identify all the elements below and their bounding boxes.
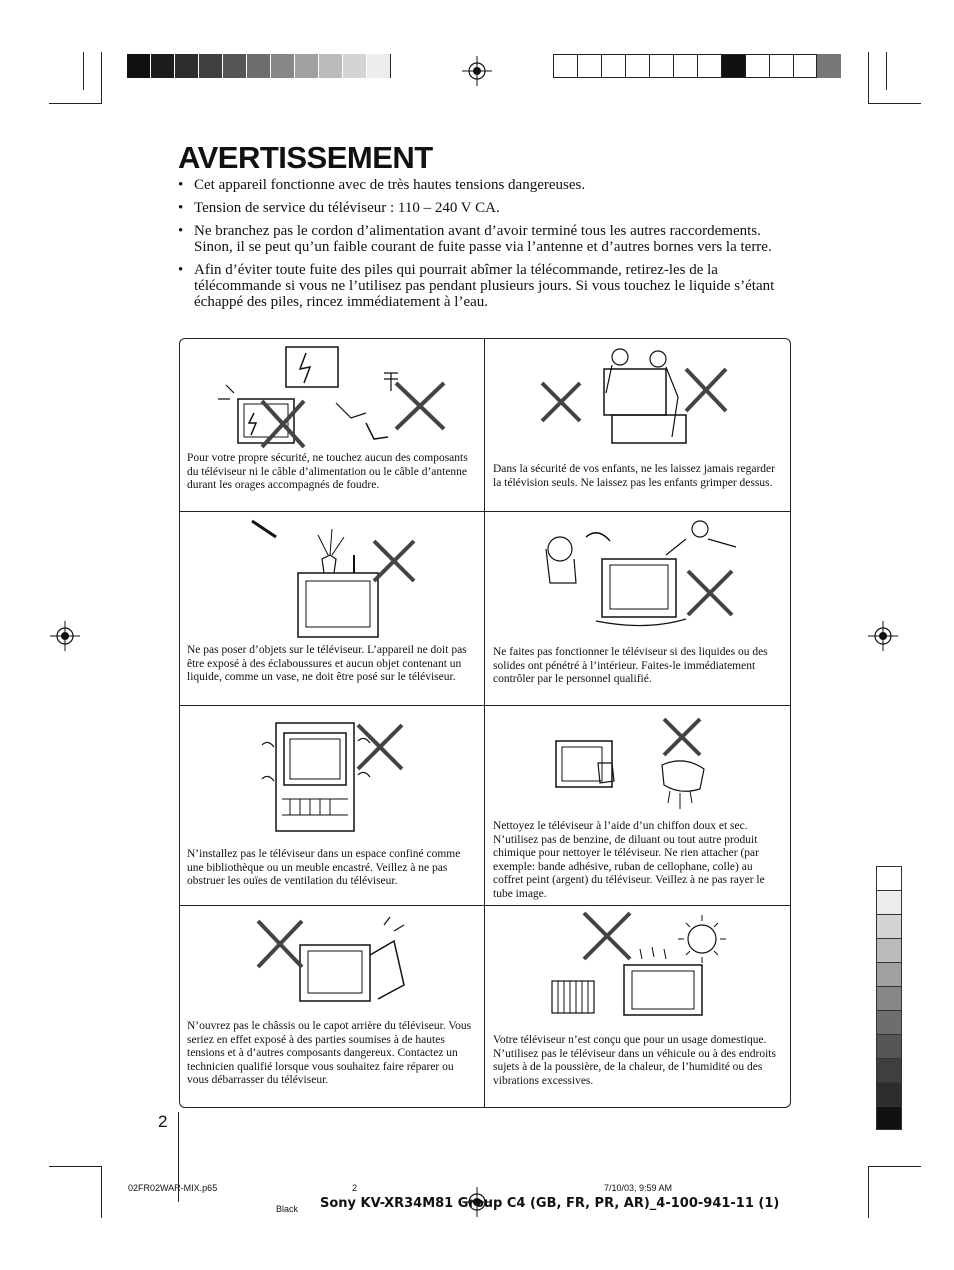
footer-date: 7/10/03, 9:59 AM [604, 1183, 673, 1193]
cell-caption: Pour votre propre sécurité, ne touchez aucun des composants du téléviseur ni le câble d’alimentation ou le câble d’antenne durant les orages accompagnés de foudre. [187, 452, 468, 491]
crop-mark [868, 52, 869, 104]
footer-file: 02FR02WAR-MIX.p65 [128, 1183, 218, 1193]
color-swatch [876, 1058, 902, 1082]
registration-mark-icon [462, 56, 492, 86]
safety-illustration-grid [179, 338, 791, 1108]
color-swatch [876, 914, 902, 938]
color-swatch [319, 54, 343, 78]
liquid-spill-tv-icon [536, 519, 746, 633]
list-item: • Cet appareil fonctionne avec de très hautes tensions dangereuses. [176, 177, 796, 193]
footer-page: 2 [352, 1183, 358, 1193]
grid-divider [180, 905, 790, 906]
crop-mark [886, 52, 887, 90]
crop-mark [101, 1166, 102, 1218]
color-swatch [151, 54, 175, 78]
color-swatch [876, 1106, 902, 1130]
list-item: • Ne branchez pas le cordon d’alimentation avant d’avoir terminé tous les autres raccordements. Sinon, il se peut qu’un faible courant de fuite passe via l’antenne et d’autres bornes vers la terre. [176, 223, 796, 255]
crop-mark [101, 52, 102, 104]
color-swatch [223, 54, 247, 78]
color-swatch [876, 962, 902, 986]
color-swatch [876, 1082, 902, 1106]
footer-model: Sony KV-XR34M81 Group C4 (GB, FR, PR, AR)_4-100-941-11 (1) [320, 1196, 780, 1211]
crop-mark [869, 1166, 921, 1167]
cell-caption: Ne faites pas fonctionner le téléviseur si des liquides ou des solides ont pénétré à l’intérieur. Faites-le immédiatement contrôler par le personnel qualifié. [493, 646, 768, 685]
color-swatch [673, 54, 697, 78]
crop-mark [869, 103, 921, 104]
color-swatch [577, 54, 601, 78]
footer-color: Black [276, 1204, 299, 1214]
crop-mark [49, 103, 101, 104]
color-swatch [745, 54, 769, 78]
list-item: • Tension de service du téléviseur : 110 – 240 V CA. [176, 200, 796, 216]
grid-divider [180, 511, 790, 512]
warning-list [176, 177, 796, 317]
color-swatch [247, 54, 271, 78]
crop-mark [868, 1166, 869, 1218]
color-bar-right [553, 54, 841, 78]
grid-divider [484, 339, 485, 1107]
color-swatch [876, 938, 902, 962]
tv-in-bookcase-icon [258, 719, 438, 833]
color-swatch [127, 54, 151, 78]
color-swatch [295, 54, 319, 78]
registration-mark-icon [868, 621, 898, 651]
cell-caption: Dans la sécurité de vos enfants, ne les laissez jamais regarder la télévision seuls. Ne laissez pas les enfants grimper dessus. [493, 463, 775, 489]
open-chassis-icon [254, 915, 454, 1019]
crop-mark [83, 52, 84, 90]
grid-divider [180, 705, 790, 706]
color-swatch [721, 54, 745, 78]
page-number: 2 [158, 1112, 168, 1131]
color-swatch [367, 54, 391, 78]
cleaning-tv-icon [550, 713, 730, 823]
color-swatch [271, 54, 295, 78]
registration-mark-icon [50, 621, 80, 651]
color-swatch [625, 54, 649, 78]
children-climbing-tv-icon [540, 347, 740, 451]
list-item: • Afin d’éviter toute fuite des piles qui pourrait abîmer la télécommande, retirez-les de la télécommande si vous ne l’utilisez pas pendant plusieurs jours. Si vous touchez le liquide s’étant échappé des piles, rincez immédiatement à l’eau. [176, 262, 796, 310]
crop-mark [49, 1166, 101, 1167]
cell-caption: Ne pas poser d’objets sur le téléviseur. L’appareil ne doit pas être exposé à des éclaboussures et aucun objet contenant un liquide, comme un vase, ne doit être posé sur le téléviseur. [187, 644, 467, 683]
color-swatch [175, 54, 199, 78]
color-bar-left [127, 54, 391, 78]
color-swatch [199, 54, 223, 78]
color-swatch [876, 890, 902, 914]
grayscale-strip [876, 866, 902, 1130]
color-swatch [343, 54, 367, 78]
color-swatch [876, 1010, 902, 1034]
color-swatch [601, 54, 625, 78]
color-swatch [876, 986, 902, 1010]
cell-caption: N’ouvrez pas le châssis ou le capot arrière du téléviseur. Vous seriez en effet exposé à des parties soumises à de hautes tensions et à d’autres composants dangereux. Contactez un technicien qualifié lorsque vous souhaitez faire réparer ou vous débarrasser du téléviseur. [187, 1020, 472, 1086]
color-swatch [793, 54, 817, 78]
color-swatch [649, 54, 673, 78]
cell-caption: N’installez pas le téléviseur dans un espace confiné comme une bibliothèque ou un meuble encastré. Veillez à ne pas obstruer les ouïes de ventilation du téléviseur. [187, 848, 461, 887]
page-title: AVERTISSEMENT [178, 140, 433, 175]
heat-sun-tv-icon [540, 909, 750, 1023]
color-swatch [769, 54, 793, 78]
color-swatch [553, 54, 577, 78]
lightning-tv-icon [216, 343, 456, 451]
color-swatch [817, 54, 841, 78]
cell-caption: Votre téléviseur n’est conçu que pour un usage domestique. N’utilisez pas le téléviseur dans un véhicule ou à des endroits sujets à de la poussière, de la chaleur, de l’humidité ou des vibrations excessives. [493, 1034, 776, 1087]
cell-caption: Nettoyez le téléviseur à l’aide d’un chiffon doux et sec. N’utilisez pas de benzine, de diluant ou tout autre produit chimique pour nettoyer le téléviseur. Ne rien attacher (par exemple: bande adhésive, ruban de cellophane, colle) au coffret peint (argent) du téléviseur. Veillez à ne pas rayer le tube image. [493, 820, 765, 900]
vase-on-tv-icon [246, 515, 426, 639]
color-swatch [876, 1034, 902, 1058]
color-swatch [697, 54, 721, 78]
color-swatch [876, 866, 902, 890]
